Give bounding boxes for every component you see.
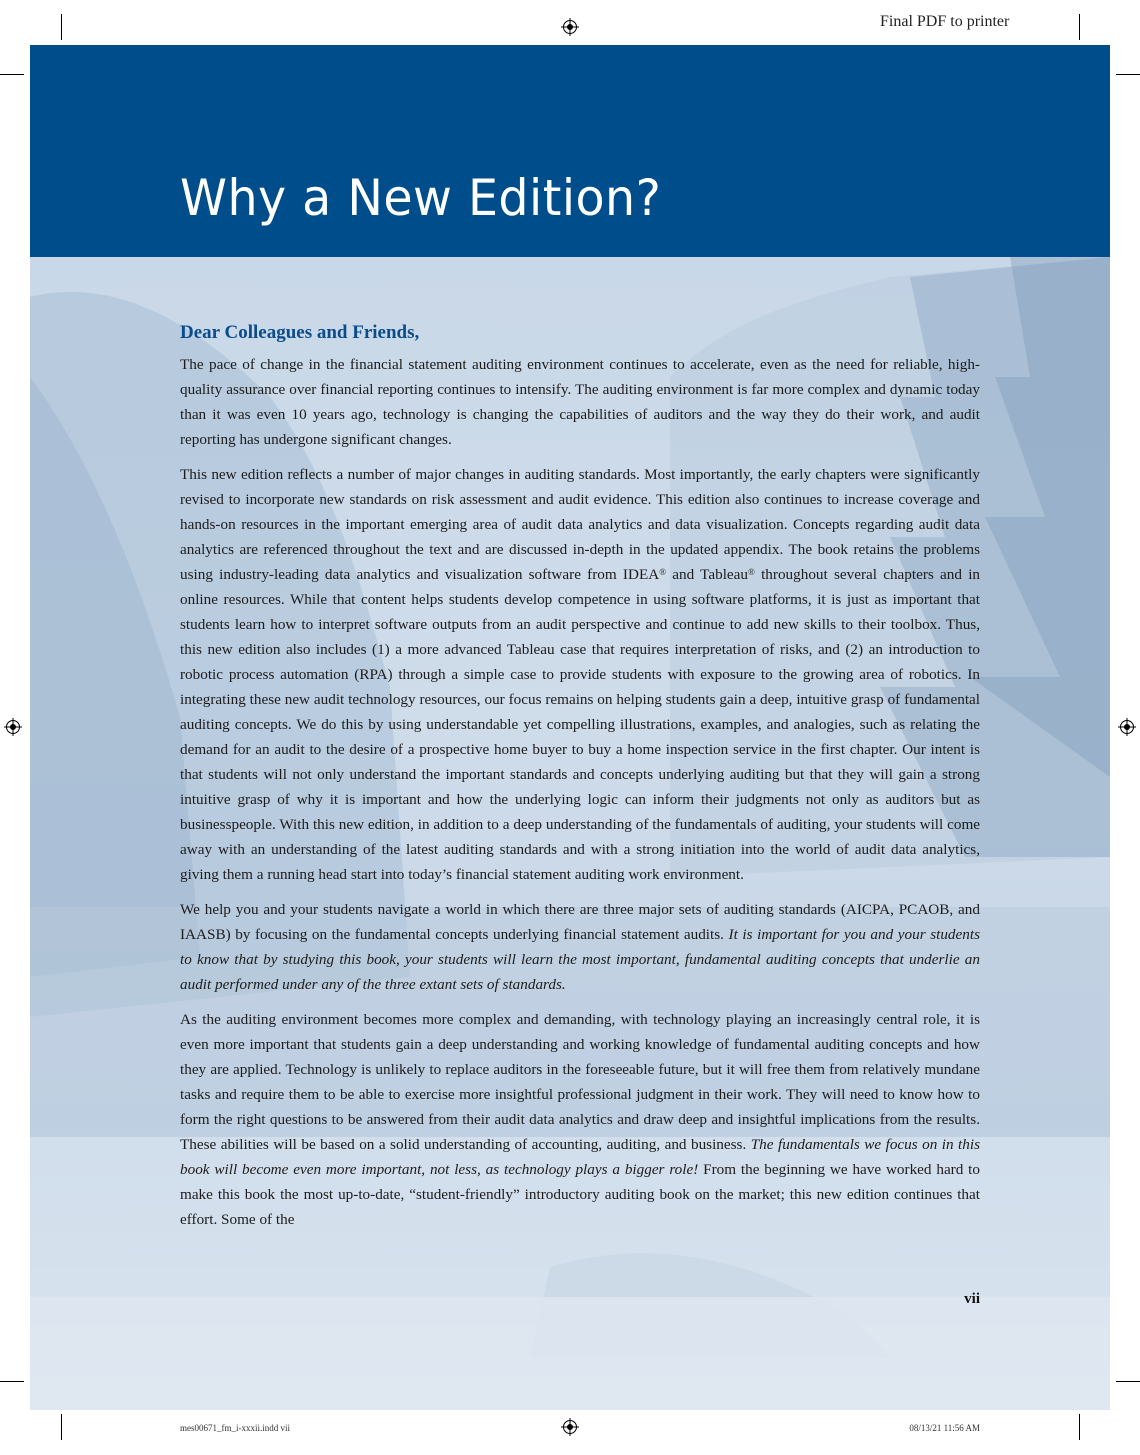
crop-mark [0, 1381, 24, 1382]
printer-note: Final PDF to printer [880, 13, 1010, 30]
crop-mark [1116, 1381, 1140, 1382]
salutation-heading: Dear Colleagues and Friends, [180, 322, 420, 343]
crop-mark [0, 74, 24, 75]
registered-mark: ® [748, 567, 755, 577]
paragraph-2-text-a: This new edition reflects a number of major changes in auditing standards. Most importantly, the early chapters were significantly revised to incorporate new standards on risk assessment and audit evidence. This edition also continues to increase coverage and hands-on resources in the important emerging area of audit data analytics and data visualization. Concepts regarding audit data analytics are referenced throughout the text and are discussed in-depth in the updated appendix. The book retains the problems using industry-leading data analytics and visualization software from IDEA [180, 466, 980, 583]
registered-mark: ® [659, 567, 667, 577]
page-number: vii [964, 1291, 980, 1307]
paragraph-4-text-a: As the auditing environment becomes more complex and demanding, with technology playing an increasingly central role, it is even more important that students gain a deep understanding and working knowledge of fundamental auditing concepts and how they are applied. Technology is unlikely to replace auditors in the foreseeable future, but it will free them from relatively mundane tasks and require them to be able to exercise more insightful professional judgment in their work. They will need to know how to form the right questions to be answered from their audit data analytics and draw deep and insightful implications from the results. These abilities will be based on a solid understanding of accounting, auditing, and business. [180, 1011, 980, 1153]
page-title: Why a New Edition? [180, 169, 662, 227]
title-banner [30, 45, 1110, 257]
paragraph-1: The pace of change in the financial statement auditing environment continues to accelerate, even as the need for reliable, high-quality assurance over financial reporting continues to intensify. The auditing environment is far more complex and dynamic today than it was even 10 years ago, technology is changing the capabilities of auditors and the way they do their work, and audit reporting has undergone significant changes. [180, 356, 980, 448]
letter-body [180, 322, 980, 1242]
crop-mark [1116, 74, 1140, 75]
paragraph-3 [180, 897, 980, 997]
crop-mark [61, 1414, 62, 1440]
paragraph-3-text: We help you and your students navigate a world in which there are three major sets of auditing standards (AICPA, PCAOB, and IAASB) by focusing on the fundamental concepts underlying financial statement audits. [180, 901, 980, 943]
paragraph-2 [180, 462, 980, 887]
paragraph-2-text-b: and Tableau [666, 566, 749, 583]
registration-mark-icon [561, 18, 579, 36]
slug-timestamp: 08/13/21 11:56 AM [909, 1423, 980, 1433]
crop-mark [1079, 14, 1080, 40]
paragraph-3-emphasis: It is important for you and your students to know that by studying this book, your students will learn the most important, fundamental auditing concepts that underlie an audit performed under any of the three extant sets of standards. [180, 926, 980, 993]
registration-mark-icon [4, 718, 22, 736]
registration-mark-icon [1118, 718, 1136, 736]
paragraph-4 [180, 1007, 980, 1232]
paragraph-4-text-b: From the beginning we have worked hard to make this book the most up-to-date, “student-friendly” introductory auditing book on the market; this new edition continues that effort. Some of the [180, 1161, 981, 1228]
paragraph-4-emphasis: The fundamentals we focus on in this book will become even more important, not less, as technology plays a bigger role! [180, 1136, 981, 1178]
crop-mark [61, 14, 62, 40]
registration-mark-icon [561, 1418, 579, 1436]
paragraph-2-text-c: throughout several chapters and in online resources. While that content helps students develop competence in using software platforms, it is just as important that students learn how to interpret software outputs from an audit perspective and continue to add new skills to their toolbox. Thus, this new edition also includes (1) a more advanced Tableau case that requires interpretation of risks, and (2) an introduction to robotic process automation (RPA) through a simple case to provide students with exposure to the growing area of robotics. In integrating these new audit technology resources, our focus remains on helping students gain a deep, intuitive grasp of fundamental auditing concepts. We do this by using understandable yet compelling illustrations, examples, and analogies, such as relating the demand for an audit to the desire of a prospective home buyer to buy a home inspection service in the first chapter. Our intent is that students will not only understand the important standards and concepts underlying auditing but that they will gain a strong intuitive grasp of why it is important and how the underlying logic can inform their judgments not only as auditors but as businesspeople. With this new edition, in addition to a deep understanding of the fundamentals of auditing, your students will come away with an understanding of the latest auditing standards and with a strong initiation into the world of audit data analytics, giving them a running head start into today’s financial statement auditing work environment. [180, 566, 981, 883]
crop-mark [1079, 1414, 1080, 1440]
slug-filename: mes00671_fm_i-xxxii.indd vii [180, 1423, 290, 1433]
